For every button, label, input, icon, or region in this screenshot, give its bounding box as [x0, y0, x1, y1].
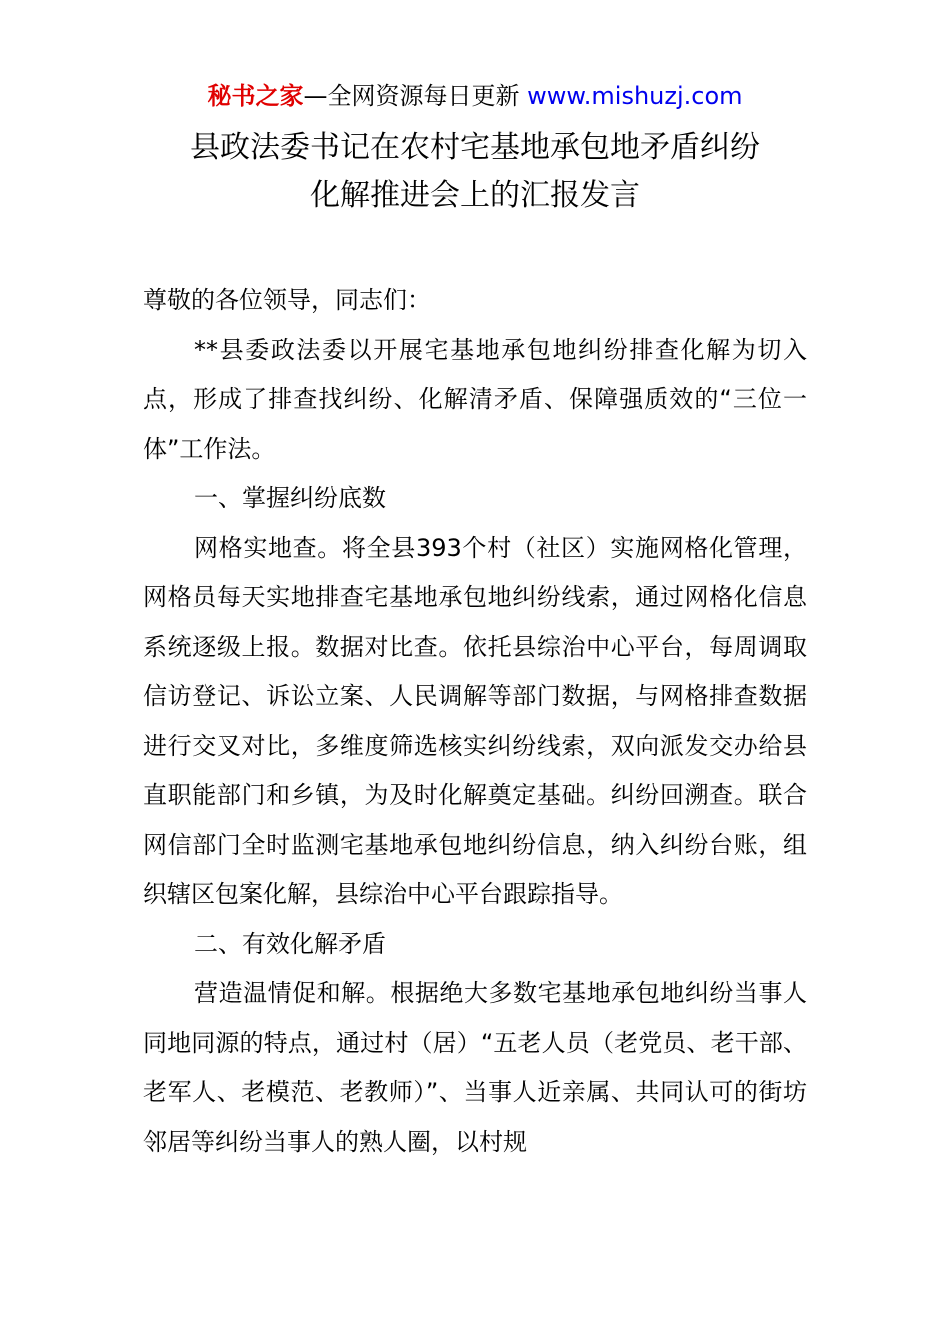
intro-paragraph: **县委政法委以开展宅基地承包地纠纷排查化解为切入点，形成了排查找纠纷、化解清矛盾、保障强质效的“三位一体”工作法。 — [143, 335, 807, 463]
site-header — [0, 80, 950, 112]
document-body — [143, 276, 807, 1167]
salutation: 尊敬的各位领导，同志们： — [143, 286, 431, 314]
document-title-line-2: 化解推进会上的汇报发言 — [310, 178, 640, 213]
section-1-heading: 一、掌握纠纷底数 — [194, 484, 386, 512]
brand-name: 秘书之家 — [207, 82, 304, 110]
header-tagline: —全网资源每日更新 — [303, 82, 520, 110]
site-url-link[interactable]: www.mishuzj.com — [527, 82, 743, 110]
document-title-line-1: 县政法委书记在农村宅基地承包地矛盾纠纷 — [190, 130, 760, 165]
section-2-heading: 二、有效化解矛盾 — [194, 929, 386, 958]
section-2-paragraph: 营造温情促和解。根据绝大多数宅基地承包地纠纷当事人同地同源的特点，通过村（居）“五老人员（老党员、老干部、老军人、老模范、老教师）”、当事人近亲属、共同认可的街坊邻居等纠纷当事人的熟人圈，以村规 — [143, 979, 807, 1156]
section-1-paragraph: 网格实地查。将全县393个村（社区）实施网格化管理，网格员每天实地排查宅基地承包地纠纷线索，通过网格化信息系统逐级上报。数据对比查。依托县综治中心平台，每周调取信访登记、诉讼立案、人民调解等部门数据，与网格排查数据进行交叉对比，多维度筛选核实纠纷线索，双向派发交办给县直职能部门和乡镇，为及时化解奠定基础。纠纷回溯查。联合网信部门全时监测宅基地承包地纠纷信息，纳入纠纷台账，组织辖区包案化解，县综治中心平台跟踪指导。 — [143, 533, 807, 908]
